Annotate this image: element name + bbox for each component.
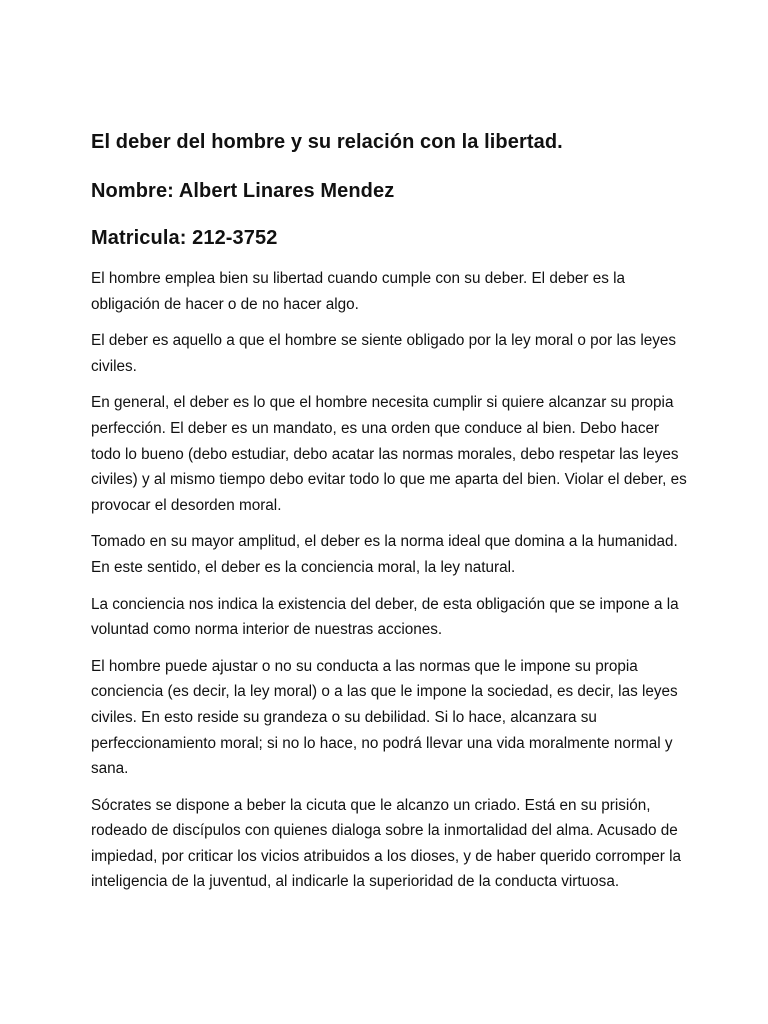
paragraph-2: El deber es aquello a que el hombre se siente obligado por la ley moral o por las leyes civiles. bbox=[91, 332, 677, 375]
paragraph-1: El hombre emplea bien su libertad cuando cumple con su deber. El deber es la obligación de hacer o de no hacer algo. bbox=[91, 270, 626, 313]
paragraph-6: El hombre puede ajustar o no su conducta a las normas que le impone su propia conciencia (es decir, la ley moral) o a las que le impone la sociedad, es decir, las leyes civiles. En esto reside su grandeza o su debilidad. Si lo hace, alcanzara su perfeccionamiento moral; si no lo hace, no podrá llevar una vida moralmente normal y sana. bbox=[91, 657, 678, 778]
author-name: Nombre: Albert Linares Mendez bbox=[91, 180, 395, 202]
paragraph-3: En general, el deber es lo que el hombre necesita cumplir si quiere alcanzar su propia perfección. El deber es un mandato, es una orden que conduce al bien. Debo hacer todo lo bueno (debo estudiar, debo acatar las normas morales, debo respetar las leyes civiles) y al mismo tiempo debo evitar todo lo que me aparta del bien. Violar el deber, es provocar el desorden moral. bbox=[91, 394, 687, 514]
document-page bbox=[91, 128, 687, 906]
paragraph-7: Sócrates se dispone a beber la cicuta que le alcanzo un criado. Está en su prisión, rodeado de discípulos con quienes dialoga sobre la inmortalidad del alma. Acusado de impiedad, por criticar los vicios atribuidos a los dioses, y de haber querido corromper la inteligencia de la juventud, al indicarle la superioridad de la conducta virtuosa. bbox=[91, 796, 682, 891]
paragraph-5: La conciencia nos indica la existencia del deber, de esta obligación que se impone a la voluntad como norma interior de nuestras acciones. bbox=[91, 595, 679, 639]
paragraph-4: Tomado en su mayor amplitud, el deber es la norma ideal que domina a la humanidad. En este sentido, el deber es la conciencia moral, la ley natural. bbox=[91, 533, 678, 576]
student-id: Matricula: 212-3752 bbox=[91, 227, 278, 249]
document-title: El deber del hombre y su relación con la libertad. bbox=[91, 131, 563, 153]
